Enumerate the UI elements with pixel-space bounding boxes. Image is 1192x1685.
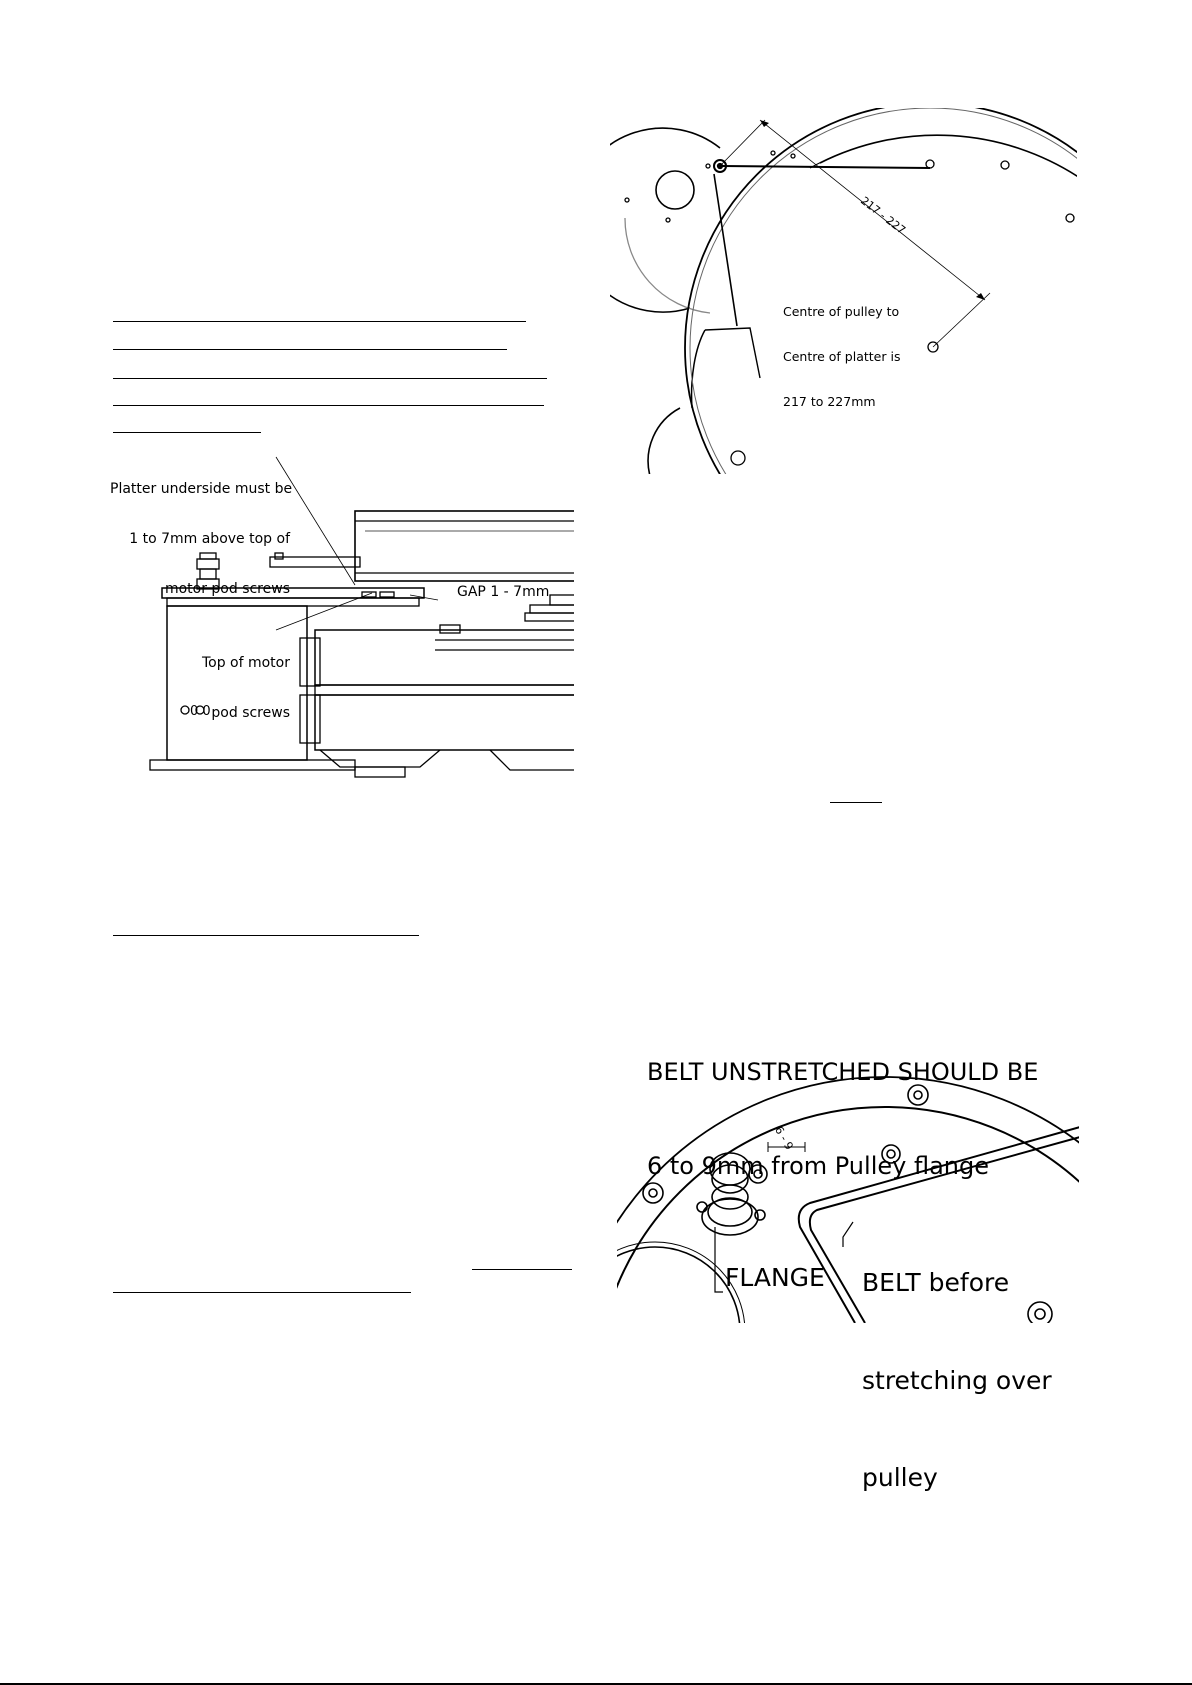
belt-heading-line-2: 6 to 9mm from Pulley flange [647,1151,989,1180]
belt-before-stretching-label [862,1202,1052,1560]
belt-label-line-2: stretching over [862,1365,1052,1395]
note-line-2: Centre of platter is [783,349,901,364]
screws-line-1: Top of motor [201,654,290,671]
underline-rule-7 [113,935,419,936]
pod-screws-callout [160,621,290,755]
belt-label-line-3: pulley [862,1463,938,1492]
distance-dimension-label: 217 - 227 [858,194,908,237]
motor-pod-holes-label: 0 0 [190,704,211,719]
underline-rule-3 [113,378,547,379]
underline-rule-9 [113,1292,411,1293]
callout-line-2: 1 to 7mm above top of [129,530,290,547]
flange-label: FLANGE [725,1263,825,1292]
underline-rule-8 [472,1269,572,1270]
gap-callout: GAP 1 - 7mm [457,584,550,600]
note-line-1: Centre of pulley to [783,304,900,319]
screws-line-2: pod screws [211,704,290,721]
pulley-distance-note [783,274,900,439]
underline-rule-4 [113,405,544,406]
belt-heading-line-1: BELT UNSTRETCHED SHOULD BE [647,1058,1039,1087]
flange-gap-dimension: 6 - 9 [772,1124,796,1153]
callout-line-3: motor pod screws [164,581,290,598]
pulley-platter-distance-figure [610,108,1080,476]
platter-underside-callout [110,447,293,632]
belt-unstretched-figure [615,995,1080,1492]
belt-label-line-1: BELT before [862,1268,1010,1297]
platter-height-figure [110,445,575,780]
underline-rule-1 [113,321,526,322]
underline-rule-6 [830,802,882,803]
underline-rule-2 [113,349,507,350]
callout-line-1: Platter underside must be [110,480,293,497]
underline-rule-5 [113,432,261,433]
note-line-3: 217 to 227mm [783,394,876,409]
